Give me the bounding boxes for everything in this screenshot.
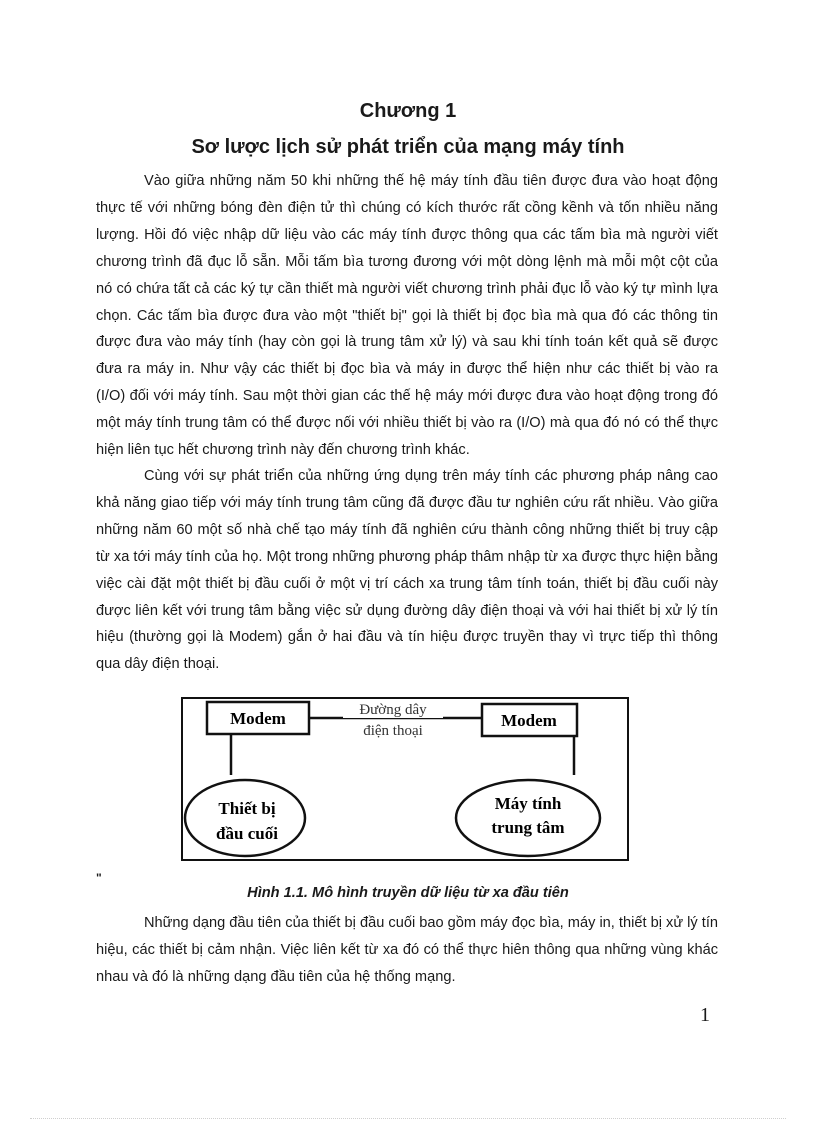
computer-label-bottom: trung tâm bbox=[491, 818, 565, 837]
body-paragraph: Những dạng đầu tiên của thiết bị đầu cuối bao gồm máy đọc bìa, máy in, thiết bị xử lý tín hiệu, các thiết bị cảm nhận. Việc liên kết từ xa đó có thể thực hiên thông qua những vùng khác nhau và đó là những dạng đầu tiên của hệ thống mạng. bbox=[96, 915, 718, 985]
chapter-title: Sơ lược lịch sử phát triển của mạng máy tính bbox=[191, 136, 625, 158]
line-label-top: Đường dây bbox=[359, 702, 427, 718]
chapter-heading: Chương 1 bbox=[359, 100, 457, 122]
stray-mark: " bbox=[96, 871, 102, 885]
body-paragraph: Cùng với sự phát triển của những ứng dụng trên máy tính các phương pháp nâng cao khả năng giao tiếp với máy tính trung tâm cũng đã được đầu tư nghiên cứu rất nhiều. Vào giữa những năm 60 một số nhà chế tạo máy tính đã nghiên cứu thành công những thiết bị truy cập từ xa tới máy tính của họ. Một trong những phương pháp thâm nhập từ xa được thực hiện bằng việc cài đặt một thiết bị đầu cuối ở một vị trí cách xa trung tâm tính toán, thiết bị đầu cuối này được liên kết với trung tâm bằng việc sử dụng đường dây điện thoại và với hai thiết bị xử lý tín hiệu (thường gọi là Modem) gắn ở hai đầu và tín hiệu được truyền thay vì trực tiếp thì thông qua dây điện thoại. bbox=[96, 468, 718, 673]
terminal-label-bottom: đầu cuối bbox=[216, 824, 278, 843]
terminal-label-top: Thiết bị bbox=[218, 799, 276, 818]
diagram-canvas bbox=[183, 699, 627, 859]
body-paragraph: Vào giữa những năm 50 khi những thế hệ máy tính đầu tiên được đưa vào hoạt động thực tế với những bóng đèn điện tử thì chúng có kích thước rất cồng kềnh và tốn nhiều năng lượng. Hồi đó việc nhập dữ liệu vào các máy tính được thông qua các tấm bìa mà người viết chương trình đã đục lỗ sẵn. Mỗi tấm bìa tương đương với một dòng lệnh mà mỗi một cột của nó có chứa tất cả các ký tự cần thiết mà người viết chương trình phải đục lỗ vào ký tự mình lựa chọn. Các tấm bìa được đưa vào một "thiết bị" gọi là thiết bị đọc bìa mà qua đó các thông tin được đưa vào máy tính (hay còn gọi là trung tâm xử lý) và sau khi tính toán kết quả sẽ được đưa ra máy in. Như vậy các thiết bị đọc bìa và máy in được thể hiện như các thiết bị vào ra (I/O) đối với máy tính. Sau một thời gian các thế hệ máy mới được đưa vào hoạt động trong đó một máy tính trung tâm có thể được nối với nhiều thiết bị vào ra (I/O) mà qua đó nó có thể thực hiện liên tục hết chương trình này đến chương trình khác. bbox=[96, 173, 718, 459]
modem-left-label: Modem bbox=[230, 709, 286, 728]
line-label-bottom: điện thoại bbox=[363, 723, 423, 739]
remote-data-transmission-diagram bbox=[181, 697, 629, 861]
computer-label-top: Máy tính bbox=[494, 794, 562, 813]
modem-right-label: Modem bbox=[501, 711, 557, 730]
page-number: 1 bbox=[700, 1004, 710, 1026]
terminal-ellipse bbox=[185, 780, 305, 856]
figure-caption: Hình 1.1. Mô hình truyền dữ liệu từ xa đầu tiên bbox=[247, 885, 569, 901]
page-bottom-divider bbox=[30, 1118, 786, 1119]
